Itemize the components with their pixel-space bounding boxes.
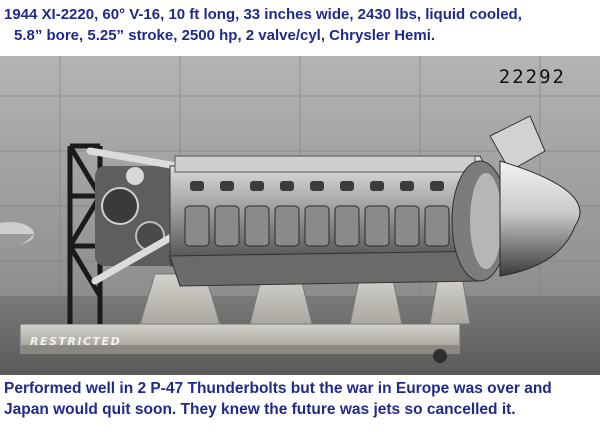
spec-caption-line-2: 5.8” bore, 5.25” stroke, 2500 hp, 2 valve/cyl, Chrysler Hemi.	[14, 27, 436, 44]
history-caption	[0, 378, 600, 420]
spec-caption	[0, 4, 600, 46]
history-caption-line-1: Performed well in 2 P-47 Thunderbolts but the war in Europe was over and	[4, 380, 552, 397]
restricted-stamp: RESTRICTED	[30, 335, 122, 348]
engine-illustration	[0, 56, 600, 375]
history-caption-line-2: Japan would quit soon. They knew the future was jets so cancelled it.	[4, 401, 516, 418]
photo-serial-number: 22292	[498, 66, 566, 88]
engine-photograph	[0, 56, 600, 375]
spec-caption-line-1: 1944 XI-2220, 60° V-16, 10 ft long, 33 inches wide, 2430 lbs, liquid cooled,	[4, 6, 522, 23]
